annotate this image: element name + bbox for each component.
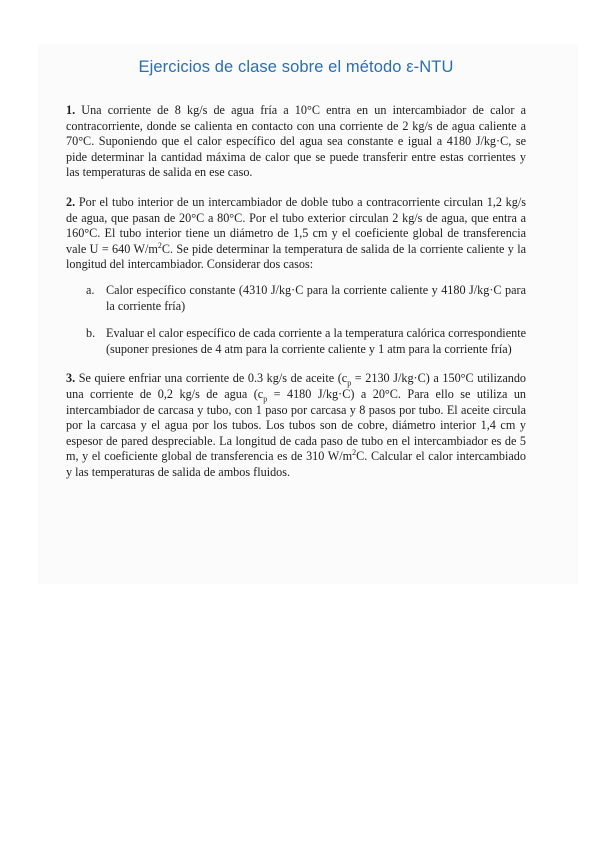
exercise-3-text-1: Se quiere enfriar una corriente de 0.3 kg/s de aceite (c [78,371,348,386]
exercise-2-superscript: 2 [157,240,162,250]
exercise-3-number: 3. [66,371,76,386]
document-content [66,58,526,494]
exercise-2-text-a: Por el tubo interior de un intercambiador de doble tubo a contracorriente circulan 1,2 kg/s de agua, que pasan de 20°C a 80°C. Por el tubo exterior circulan 2 kg/s de agua, que entra a 160°C. El tubo interior tiene un diámetro de 1,5 cm y el coeficiente global de transferencia vale U = 640 W/m [66,194,527,256]
exercise-3-text-3: = 4180 J/kg·C) a 20°C. Para ello se utiliza un intercambiador de carcasa y tubo, con 1 paso por carcasa y 8 pasos por tubo. El aceite circula por la carcasa y el agua por los tubos. Los tubos son de cobre, diámetro interior 1,4 cm y espesor de pared despreciable. La longitud de cada paso de tubo en el intercambiador es de 5 m, y el coeficiente global de transferencia es de 310 W/m [66,386,527,464]
exercise-1-number: 1. [66,103,76,117]
exercise-2-cases [66,283,526,357]
case-item-a [66,283,526,314]
exercise-3-sub-2: p [263,394,268,404]
exercise-1 [66,103,526,181]
exercise-3-superscript: 2 [352,448,357,458]
case-b-text: Evaluar el calor específico de cada corriente a la temperatura calórica correspondiente (suponer presiones de 4 atm para la corriente caliente y 1 atm para la corriente fría) [106,326,526,356]
exercise-2 [66,195,526,273]
case-b-mark: b. [86,326,96,341]
case-a-mark: a. [86,282,95,297]
exercise-3-text-2: = 2130 J/kg·C) a 150°C utilizando una corriente de 0,2 kg/s de agua (c [66,371,527,401]
exercise-3-sub-1: p [347,378,352,388]
page-title: Ejercicios de clase sobre el método ε-NTU [138,58,454,76]
case-a-text: Calor específico constante (4310 J/kg·C para la corriente caliente y 4180 J/kg·C para la corriente fría) [106,282,526,313]
exercise-3 [66,371,526,480]
exercise-2-number: 2. [66,194,76,209]
exercise-1-text: Una corriente de 8 kg/s de agua fría a 10°C entra en un intercambiador de calor a contracorriente, donde se calienta en contacto con una corriente de 2 kg/s de agua caliente a 70°C. Suponiendo que el calor específico del agua sea constante e igual a 4180 J/kg·C, se pide determinar la cantidad máxima de calor que se puede transferir entre estas corrientes y las temperaturas de salida en ese caso. [66,103,526,180]
case-item-b [66,326,526,357]
exercise-2-text-b: C. Se pide determinar la temperatura de salida de la corriente caliente y la longitud del intercambiador. Considerar dos casos: [66,241,527,272]
exercise-3-text-4: C. Calcular el calor intercambiado y las temperaturas de salida de ambos fluidos. [66,449,526,479]
